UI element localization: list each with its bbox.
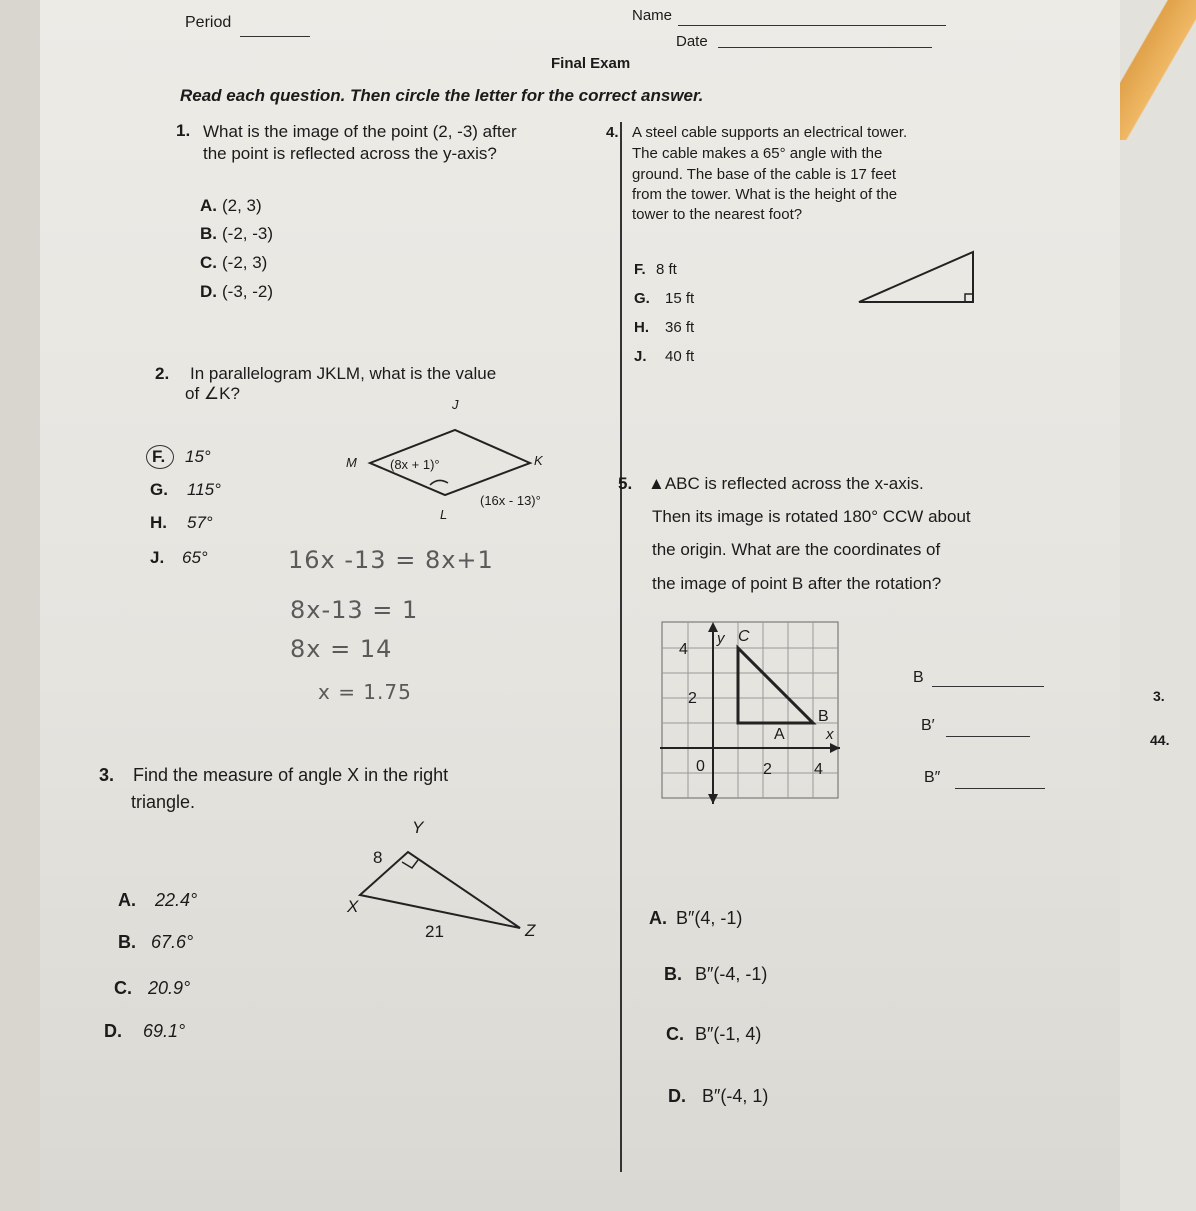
q3-option-d[interactable]: 69.1°	[143, 1021, 186, 1041]
vertex-y: Y	[412, 818, 424, 837]
q5-option-c-letter[interactable]: C.	[666, 1024, 684, 1044]
q5-number: 5.	[618, 474, 633, 493]
q4-option-j[interactable]: 40 ft	[665, 348, 695, 365]
blank-b-double-prime[interactable]	[955, 788, 1045, 789]
graph-point-b: B	[818, 708, 829, 725]
q4-line3: ground. The base of the cable is 17 feet	[632, 166, 897, 183]
q3-number: 3.	[99, 765, 115, 785]
q2-option-j[interactable]: 65°	[182, 548, 208, 567]
q1-option-b-letter[interactable]: B.	[200, 224, 217, 243]
blank-b-label: B	[913, 669, 924, 686]
q4-line2: The cable makes a 65° angle with the	[632, 145, 883, 162]
q1-option-d[interactable]: (-3, -2)	[222, 282, 273, 301]
q1-option-d-letter[interactable]: D.	[200, 282, 217, 301]
column-divider	[620, 122, 622, 1172]
period-blank[interactable]	[240, 36, 310, 37]
q2-option-h-letter[interactable]: H.	[150, 513, 167, 532]
q4-number: 4.	[606, 124, 619, 141]
q3-option-c[interactable]: 20.9°	[148, 978, 191, 998]
q2-option-h[interactable]: 57°	[187, 513, 213, 532]
graph-y-axis-label: y	[717, 630, 725, 647]
q5-option-b-letter[interactable]: B.	[664, 964, 682, 984]
exam-title: Final Exam	[551, 55, 631, 72]
tower-triangle-figure	[855, 250, 985, 310]
q5-option-d[interactable]: B″(-4, 1)	[702, 1086, 769, 1106]
exam-paper	[40, 0, 1120, 1211]
vertex-m: M	[346, 455, 357, 470]
q4-option-g-letter[interactable]: G.	[634, 290, 650, 307]
q3-option-b[interactable]: 67.6°	[151, 932, 194, 952]
pencil	[1120, 0, 1196, 140]
period-label: Period	[185, 14, 232, 31]
graph-tick-x4: 4	[814, 761, 823, 778]
q3-option-c-letter[interactable]: C.	[114, 978, 132, 998]
handwritten-work-2: 8x-13 = 1	[290, 596, 419, 624]
vertex-l: L	[440, 507, 448, 522]
q4-option-h[interactable]: 36 ft	[665, 319, 695, 336]
margin-number-44: 44.	[1150, 732, 1170, 748]
name-blank[interactable]	[678, 25, 946, 26]
q3-option-a[interactable]: 22.4°	[155, 890, 198, 910]
q4-option-h-letter[interactable]: H.	[634, 319, 649, 336]
q2-text-line1: In parallelogram JKLM, what is the value	[190, 364, 497, 383]
handwritten-work-4: x = 1.75	[318, 680, 412, 704]
q2-option-f[interactable]: 15°	[185, 447, 211, 466]
graph-x-axis-label: x	[826, 726, 834, 743]
side-label-21: 21	[425, 922, 444, 941]
name-label: Name	[632, 7, 673, 24]
blank-b-prime-label: B′	[921, 717, 935, 734]
q5-line3: the origin. What are the coordinates of	[652, 540, 941, 559]
q2-text-line2: of ∠K?	[185, 384, 240, 403]
blank-b-double-prime-label: B″	[924, 769, 941, 786]
q4-option-g[interactable]: 15 ft	[665, 290, 695, 307]
angle-m-label: (8x + 1)°	[390, 457, 440, 472]
q5-option-d-letter[interactable]: D.	[668, 1086, 686, 1106]
q1-option-c[interactable]: (-2, 3)	[222, 253, 268, 272]
graph-tick-y2: 2	[688, 690, 697, 707]
q5-option-a[interactable]: B″(4, -1)	[676, 908, 743, 928]
q4-option-j-letter[interactable]: J.	[634, 348, 647, 365]
q5-option-a-letter[interactable]: A.	[649, 908, 667, 928]
vertex-k: K	[534, 453, 543, 468]
q5-option-c[interactable]: B″(-1, 4)	[695, 1024, 762, 1044]
q3-option-d-letter[interactable]: D.	[104, 1021, 122, 1041]
handwritten-work-1: 16x -13 = 8x+1	[288, 546, 494, 574]
graph-tick-y4: 4	[679, 641, 688, 658]
vertex-z: Z	[525, 921, 536, 940]
q5-option-b[interactable]: B″(-4, -1)	[695, 964, 768, 984]
side-label-8: 8	[373, 848, 383, 867]
instructions: Read each question. Then circle the letter for the correct answer.	[180, 86, 704, 105]
q2-option-j-letter[interactable]: J.	[150, 548, 165, 567]
date-blank[interactable]	[718, 47, 932, 48]
vertex-j: J	[452, 397, 459, 412]
angle-l-label: (16x - 13)°	[480, 493, 541, 508]
q3-option-a-letter[interactable]: A.	[118, 890, 136, 910]
blank-b-prime[interactable]	[946, 736, 1030, 737]
graph-origin: 0	[696, 758, 705, 775]
q1-option-a[interactable]: (2, 3)	[222, 196, 262, 215]
graph-point-a: A	[774, 726, 785, 743]
q2-option-g[interactable]: 115°	[187, 480, 221, 499]
q5-line2: Then its image is rotated 180° CCW about	[652, 507, 971, 526]
q5-line1: ▲ABC is reflected across the x-axis.	[648, 474, 924, 493]
q1-text-line1: What is the image of the point (2, -3) after	[203, 122, 517, 141]
q2-option-g-letter[interactable]: G.	[150, 480, 168, 499]
q4-line1: A steel cable supports an electrical tower.	[632, 124, 908, 141]
margin-number-3: 3.	[1153, 688, 1165, 704]
q2-option-f-letter[interactable]: F.	[152, 447, 166, 466]
q3-text-line1: Find the measure of angle X in the right	[133, 765, 449, 785]
q1-option-b[interactable]: (-2, -3)	[222, 224, 273, 243]
q1-number: 1.	[176, 121, 191, 140]
graph-point-c: C	[738, 628, 750, 645]
q3-text-line2: triangle.	[131, 792, 196, 812]
vertex-x: X	[347, 897, 359, 916]
q3-option-b-letter[interactable]: B.	[118, 932, 136, 952]
q2-number: 2.	[155, 364, 170, 383]
q5-line4: the image of point B after the rotation?	[652, 574, 942, 593]
q1-option-a-letter[interactable]: A.	[200, 196, 217, 215]
q4-line4: from the tower. What is the height of the	[632, 186, 898, 203]
q4-option-f-letter[interactable]: F.	[634, 261, 646, 278]
handwritten-work-3: 8x = 14	[290, 635, 393, 663]
q4-line5: tower to the nearest foot?	[632, 206, 803, 223]
date-label: Date	[676, 33, 708, 50]
q1-option-c-letter[interactable]: C.	[200, 253, 217, 272]
blank-b[interactable]	[932, 686, 1044, 687]
q4-option-f[interactable]: 8 ft	[656, 261, 677, 278]
q1-text-line2: the point is reflected across the y-axis?	[203, 144, 497, 163]
graph-tick-x2: 2	[763, 761, 772, 778]
